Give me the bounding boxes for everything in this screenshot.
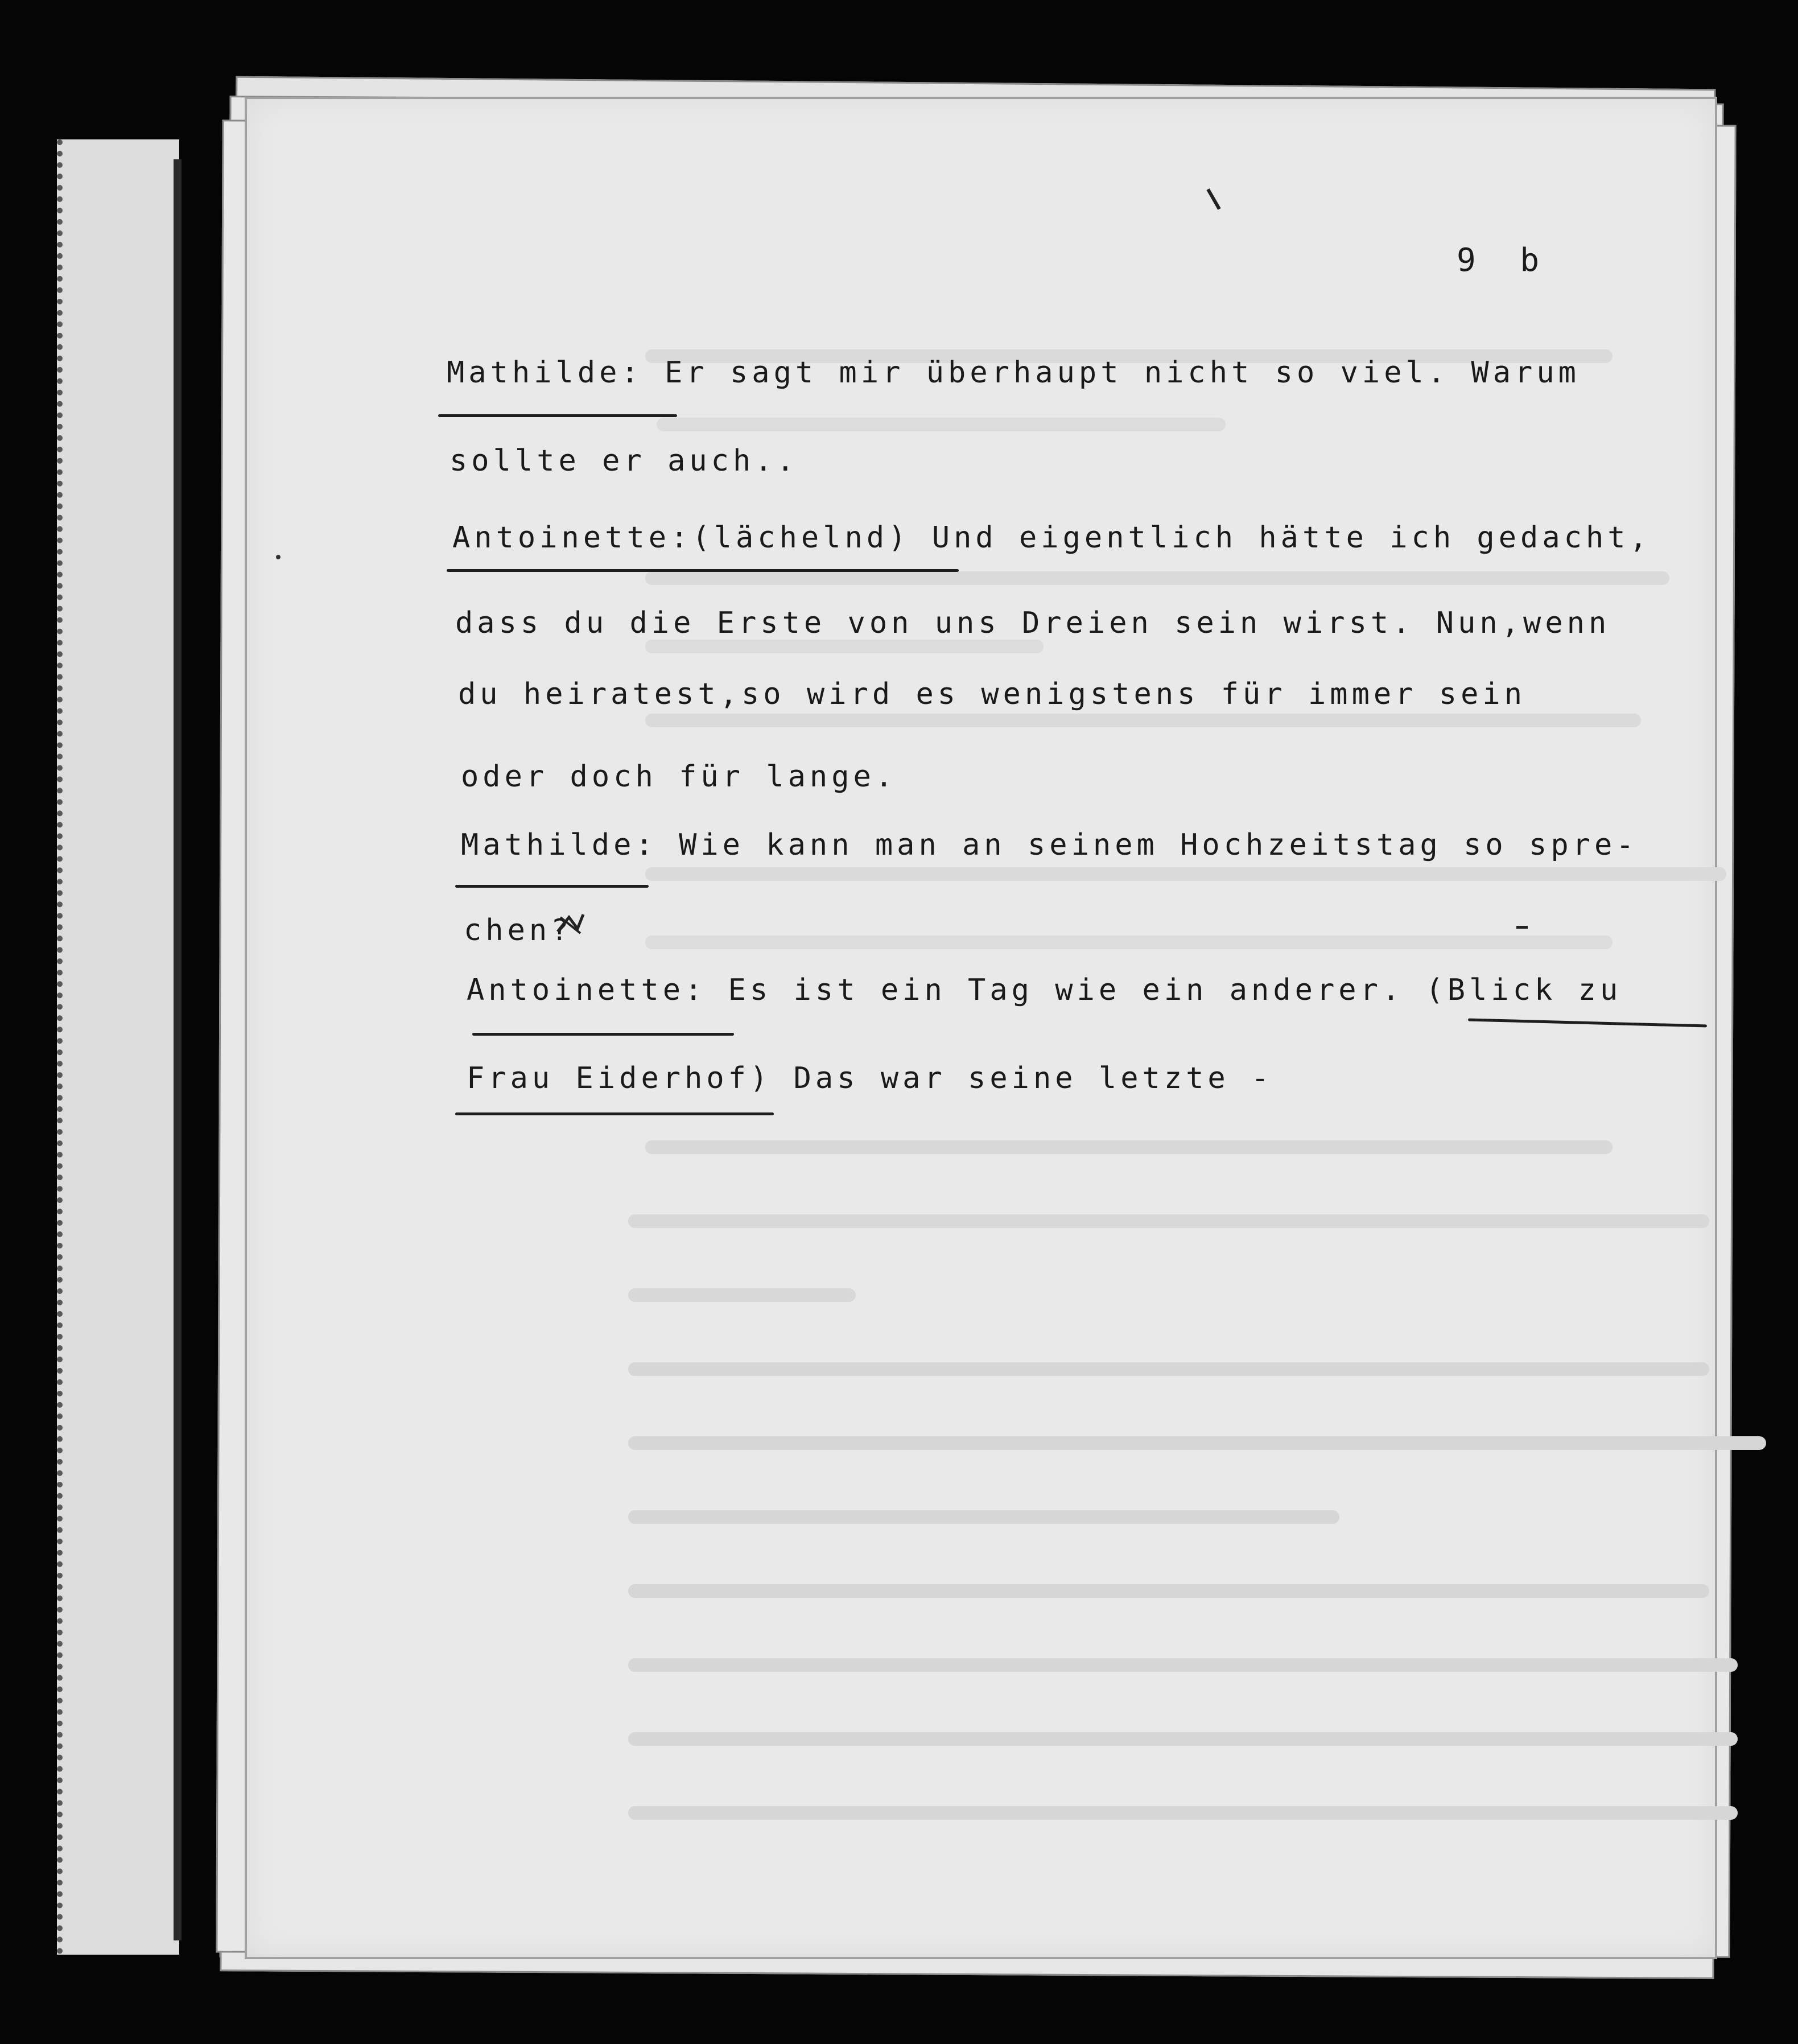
dialogue-text: Er sagt mir überhaupt nicht so viel. Warum [642, 356, 1580, 390]
page-number: 9 b [1457, 242, 1552, 279]
dialogue-text: sollte er auch.. [450, 444, 798, 478]
dialogue-line [467, 1061, 1273, 1095]
speaker-underline [447, 569, 959, 572]
dialogue-text: oder doch für lange. [461, 760, 897, 794]
strip-shadow [174, 159, 182, 1940]
speaker-underline [455, 885, 649, 888]
stage-direction: (Blick zu [1425, 973, 1622, 1007]
speaker-underline [438, 414, 677, 417]
handwritten-mark [555, 912, 586, 937]
binding-strip [57, 139, 179, 1955]
dialogue-text: Es ist ein Tag wie ein anderer. [706, 973, 1426, 1007]
dialogue-line [447, 356, 1580, 390]
dialogue-line [458, 677, 1526, 711]
dialogue-line [450, 444, 798, 478]
dialogue-text: du heiratest,so wird es wenigstens für immer sein [458, 677, 1527, 711]
dialogue-text: Und eigentlich hätte ich gedacht, [910, 521, 1651, 555]
stage-underline [455, 1112, 774, 1115]
dialogue-text: Wie kann man an seinem Hochzeitstag so spre- [657, 828, 1638, 862]
dialogue-text: dass du die Erste von uns Dreien sein wirst. Nun,wenn [455, 606, 1611, 640]
speaker-name: Antoinette: [452, 521, 692, 555]
stage-direction: (lächelnd) [692, 521, 910, 555]
margin-dot [276, 555, 281, 559]
speaker-name: Mathilde: [461, 828, 657, 862]
dialogue-line [461, 828, 1638, 862]
dialogue-line [452, 521, 1651, 555]
speaker-underline [472, 1033, 734, 1036]
pen-dash [1516, 926, 1528, 929]
dialogue-text: Das war seine letzte - [772, 1061, 1273, 1095]
dialogue-line [467, 973, 1622, 1007]
dialogue-line [455, 606, 1610, 640]
speaker-name: Antoinette: [467, 973, 707, 1007]
dialogue-line [461, 760, 897, 794]
stage-direction: Frau Eiderhof) [467, 1061, 772, 1095]
speaker-name: Mathilde: [447, 356, 643, 390]
dialogue-text: chen? [464, 913, 573, 947]
